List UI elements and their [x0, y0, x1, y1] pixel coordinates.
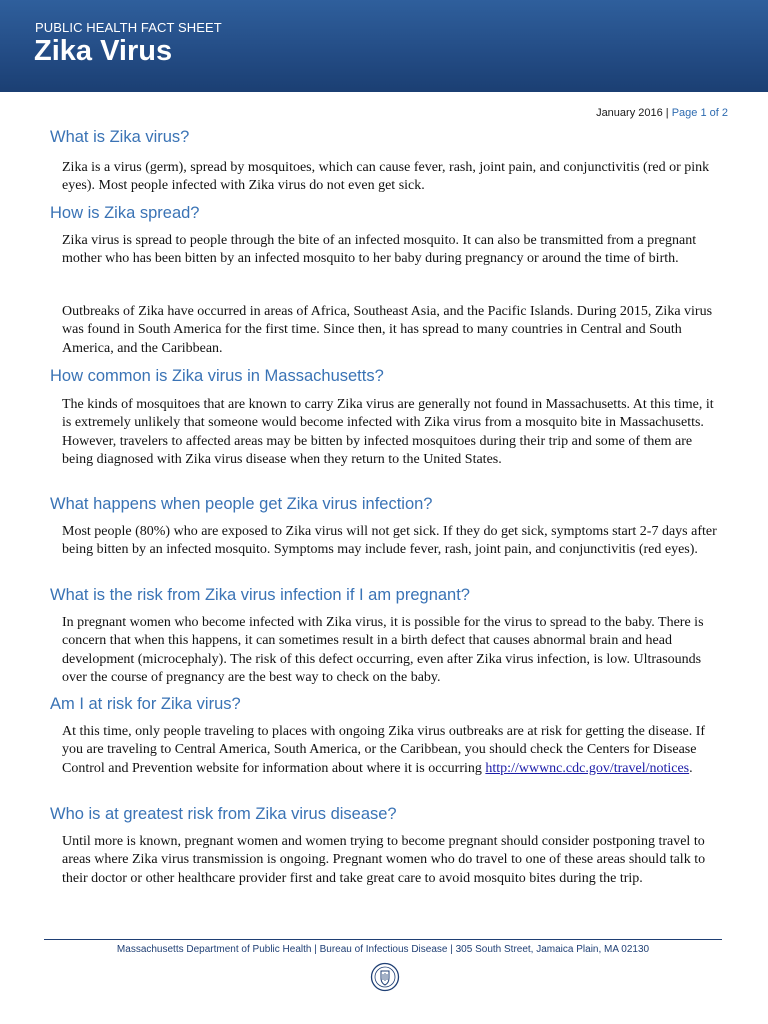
date-text: January 2016 [596, 107, 663, 119]
section-paragraph: In pregnant women who become infected with Zika virus, it is possible for the virus to spread to the baby. There is concern that when this happens, it can sometimes result in a birth defect that causes abnormal brain and head development (microcephaly). The risk of this defect occurring, even after Zika virus infection, is low. Ultrasounds over the course of pregnancy are the best way to check on the baby. [62, 615, 704, 685]
section-heading-am-i-at-risk: Am I at risk for Zika virus? [50, 695, 241, 713]
header-subtitle: PUBLIC HEALTH FACT SHEET [35, 20, 222, 35]
section-paragraph: Until more is known, pregnant women and women trying to become pregnant should consider postponing travel to areas where Zika virus transmission is ongoing. Pregnant women who do travel to one of these areas should talk to their doctor or other healthcare provider first and take great care to avoid mosquito bites during the trip. [62, 834, 706, 886]
footer-address: Massachusetts Department of Public Health | Bureau of Infectious Disease | 305 South Street, Jamaica Plain, MA 02130 [116, 944, 650, 955]
state-seal-icon [370, 962, 400, 992]
page-number: Page 1 of 2 [671, 107, 728, 119]
section-heading-pregnant-risk: What is the risk from Zika virus infection if I am pregnant? [50, 586, 470, 604]
section-paragraph: Most people (80%) who are exposed to Zika virus will not get sick. If they do get sick, symptoms start 2-7 days after being bitten by an infected mosquito. Symptoms may include fever, rash, joint pain, and conjunctivitis (red eyes). [62, 524, 717, 558]
section-heading-how-spread: How is Zika spread? [50, 204, 200, 222]
section-paragraph-text: At this time, only people traveling to places with ongoing Zika virus outbreaks are at risk for getting the disease. If you are traveling to Central America, South America, or the Caribbean, you should check the Centers for Disease Control and Prevention website for information about where it is occurring [62, 724, 706, 776]
section-heading-what-is-zika: What is Zika virus? [50, 128, 190, 146]
header-banner [0, 0, 768, 92]
section-paragraph: Outbreaks of Zika have occurred in areas of Africa, Southeast Asia, and the Pacific Islands. During 2015, Zika virus was found in South America for the first time. Since then, it has spread to many countries in Central and South America, and the Caribbean. [62, 304, 713, 356]
dateline-separator: | [665, 107, 669, 119]
section-paragraph: Zika is a virus (germ), spread by mosquitoes, which can cause fever, rash, joint pain, and conjunctivitis (red or pink eyes). Most people infected with Zika virus do not even get sick. [62, 160, 710, 194]
cdc-travel-notices-link[interactable]: http://wwwnc.cdc.gov/travel/notices [485, 760, 690, 776]
dateline [596, 107, 728, 119]
section-paragraph [62, 723, 724, 778]
section-paragraph: Zika virus is spread to people through the bite of an infected mosquito. It can also be transmitted from a pregnant mother who has been bitten by an infected mosquito to her baby during pregnancy or around the time of birth. [62, 233, 697, 267]
footer-divider [44, 939, 722, 940]
section-heading-massachusetts: How common is Zika virus in Massachusetts? [50, 367, 384, 385]
section-paragraph: The kinds of mosquitoes that are known to carry Zika virus are generally not found in Massachusetts. At this time, it is extremely unlikely that someone would become infected with Zika virus from a mosquito bite in Massachusetts. However, travelers to affected areas may be bitten by infected mosquitoes during their trip and some of them are being diagnosed with Zika virus disease when they return to the United States. [62, 397, 714, 467]
header-title: Zika Virus [34, 35, 173, 67]
link-suffix: . [689, 760, 693, 776]
section-heading-greatest-risk: Who is at greatest risk from Zika virus disease? [50, 805, 397, 823]
section-heading-infection: What happens when people get Zika virus infection? [50, 495, 433, 513]
